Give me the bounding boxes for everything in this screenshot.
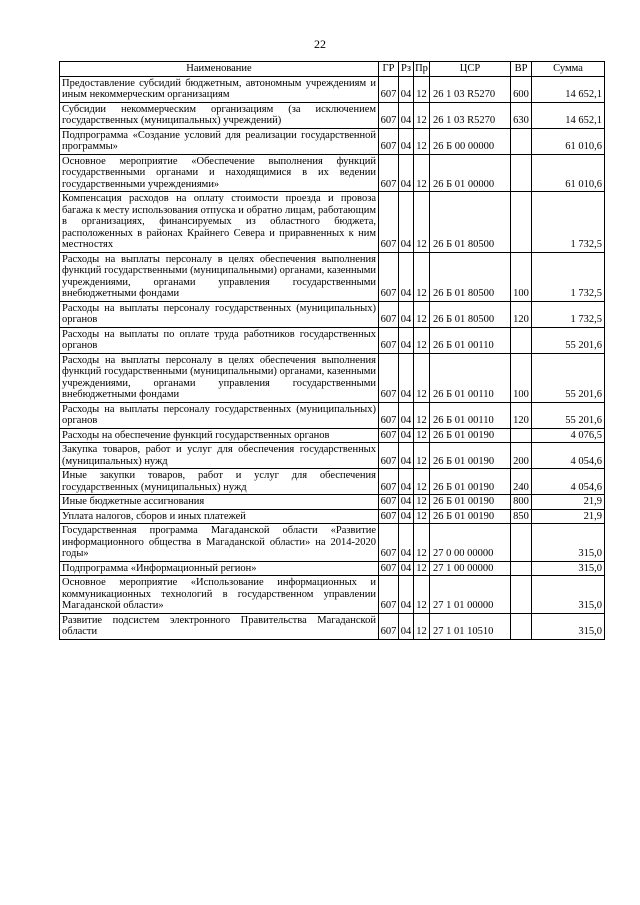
row-rz-cell: 04: [399, 192, 414, 253]
row-rz-cell: 04: [399, 102, 414, 128]
table-row: [60, 192, 605, 253]
row-sum-cell: 4 054,6: [532, 469, 605, 495]
row-name-cell: Субсидии некоммерческим организациям (за исключением государственных (муниципальных) учреждений): [60, 102, 379, 128]
row-vr-cell: 850: [511, 509, 532, 524]
row-gr-cell: 607: [379, 443, 399, 469]
row-rz-cell: 04: [399, 327, 414, 353]
row-name-cell: Государственная программа Магаданской области «Развитие информационного общества в Магаданской области» на 2014-2020 годы»: [60, 524, 379, 562]
table-row: [60, 154, 605, 192]
row-csr-cell: 26 Б 01 00190: [430, 509, 511, 524]
row-name-cell: Расходы на выплаты по оплате труда работников государственных органов: [60, 327, 379, 353]
header-vr: ВР: [511, 62, 532, 77]
row-name-cell: Подпрограмма «Информационный регион»: [60, 561, 379, 576]
row-vr-cell: [511, 561, 532, 576]
row-rz-cell: 04: [399, 353, 414, 402]
row-vr-cell: [511, 327, 532, 353]
row-rz-cell: 04: [399, 428, 414, 443]
row-rz-cell: 04: [399, 154, 414, 192]
row-gr-cell: 607: [379, 327, 399, 353]
header-sum: Сумма: [532, 62, 605, 77]
row-gr-cell: 607: [379, 402, 399, 428]
row-csr-cell: 26 Б 01 00110: [430, 327, 511, 353]
table-row: [60, 353, 605, 402]
row-vr-cell: [511, 576, 532, 614]
row-csr-cell: 26 Б 01 00190: [430, 469, 511, 495]
row-pr-cell: 12: [414, 428, 430, 443]
row-name-cell: Уплата налогов, сборов и иных платежей: [60, 509, 379, 524]
row-sum-cell: 1 732,5: [532, 301, 605, 327]
row-rz-cell: 04: [399, 576, 414, 614]
row-csr-cell: 27 1 01 00000: [430, 576, 511, 614]
table-row: [60, 509, 605, 524]
row-vr-cell: 240: [511, 469, 532, 495]
row-gr-cell: 607: [379, 495, 399, 510]
row-gr-cell: 607: [379, 301, 399, 327]
row-gr-cell: 607: [379, 469, 399, 495]
row-pr-cell: 12: [414, 252, 430, 301]
row-sum-cell: 315,0: [532, 561, 605, 576]
row-csr-cell: 26 Б 01 00110: [430, 353, 511, 402]
row-vr-cell: 600: [511, 76, 532, 102]
row-csr-cell: 26 Б 01 00110: [430, 402, 511, 428]
row-sum-cell: 55 201,6: [532, 353, 605, 402]
row-rz-cell: 04: [399, 469, 414, 495]
table-row: [60, 561, 605, 576]
row-gr-cell: 607: [379, 102, 399, 128]
page-number: 22: [314, 37, 326, 51]
row-rz-cell: 04: [399, 524, 414, 562]
row-pr-cell: 12: [414, 128, 430, 154]
row-gr-cell: 607: [379, 154, 399, 192]
row-csr-cell: 26 Б 00 00000: [430, 128, 511, 154]
row-pr-cell: 12: [414, 509, 430, 524]
row-name-cell: Иные бюджетные ассигнования: [60, 495, 379, 510]
row-sum-cell: 21,9: [532, 509, 605, 524]
row-pr-cell: 12: [414, 154, 430, 192]
row-vr-cell: [511, 613, 532, 639]
table-row: [60, 613, 605, 639]
row-vr-cell: 100: [511, 353, 532, 402]
row-sum-cell: 315,0: [532, 524, 605, 562]
header-rz: Рз: [399, 62, 414, 77]
row-name-cell: Развитие подсистем электронного Правительства Магаданской области: [60, 613, 379, 639]
row-gr-cell: 607: [379, 509, 399, 524]
row-pr-cell: 12: [414, 192, 430, 253]
row-vr-cell: [511, 128, 532, 154]
table-row: [60, 102, 605, 128]
row-gr-cell: 607: [379, 524, 399, 562]
table-row: [60, 428, 605, 443]
row-name-cell: Расходы на обеспечение функций государственных органов: [60, 428, 379, 443]
row-vr-cell: 630: [511, 102, 532, 128]
row-sum-cell: 21,9: [532, 495, 605, 510]
row-pr-cell: 12: [414, 524, 430, 562]
row-vr-cell: 100: [511, 252, 532, 301]
budget-table: [59, 61, 605, 640]
row-pr-cell: 12: [414, 561, 430, 576]
row-rz-cell: 04: [399, 252, 414, 301]
row-rz-cell: 04: [399, 76, 414, 102]
row-rz-cell: 04: [399, 613, 414, 639]
row-csr-cell: 26 Б 01 80500: [430, 192, 511, 253]
row-rz-cell: 04: [399, 402, 414, 428]
row-sum-cell: 1 732,5: [532, 252, 605, 301]
table-row: [60, 301, 605, 327]
table-header-row: [60, 62, 605, 77]
header-pr: Пр: [415, 63, 428, 74]
row-gr-cell: 607: [379, 353, 399, 402]
table-row: [60, 443, 605, 469]
row-name-cell: Компенсация расходов на оплату стоимости проезда и провоза багажа к месту использования отпуска и обратно лицам, работающим в организациях, финансируемых из областного бюджета, расположенных в районах Крайнего Севера и приравненных к ним местностях: [60, 192, 379, 253]
row-sum-cell: 61 010,6: [532, 154, 605, 192]
row-gr-cell: 607: [379, 576, 399, 614]
row-rz-cell: 04: [399, 561, 414, 576]
row-name-cell: Подпрограмма «Создание условий для реализации государственной программы»: [60, 128, 379, 154]
row-vr-cell: [511, 524, 532, 562]
row-rz-cell: 04: [399, 443, 414, 469]
row-name-cell: Предоставление субсидий бюджетным, автономным учреждениям и иным некоммерческим организациям: [60, 76, 379, 102]
row-pr-cell: 12: [414, 353, 430, 402]
row-pr-cell: 12: [414, 102, 430, 128]
row-pr-cell: 12: [414, 76, 430, 102]
row-sum-cell: 14 652,1: [532, 102, 605, 128]
row-sum-cell: 315,0: [532, 613, 605, 639]
table-row: [60, 76, 605, 102]
row-name-cell: Основное мероприятие «Использование информационных и коммуникационных технологий в государственном управлении Магаданской области»: [60, 576, 379, 614]
table-row: [60, 402, 605, 428]
header-csr: ЦСР: [430, 62, 511, 77]
row-vr-cell: [511, 428, 532, 443]
row-csr-cell: 27 1 00 00000: [430, 561, 511, 576]
table-row: [60, 524, 605, 562]
table-row: [60, 128, 605, 154]
header-gr: ГР: [379, 62, 399, 77]
row-sum-cell: 61 010,6: [532, 128, 605, 154]
table-row: [60, 252, 605, 301]
row-gr-cell: 607: [379, 613, 399, 639]
row-name-cell: Расходы на выплаты персоналу государственных (муниципальных) органов: [60, 301, 379, 327]
row-csr-cell: 27 0 00 00000: [430, 524, 511, 562]
header-name: Наименование: [60, 62, 379, 77]
row-name-cell: Расходы на выплаты персоналу государственных (муниципальных) органов: [60, 402, 379, 428]
row-sum-cell: 4 076,5: [532, 428, 605, 443]
row-rz-cell: 04: [399, 128, 414, 154]
row-gr-cell: 607: [379, 128, 399, 154]
row-gr-cell: 607: [379, 561, 399, 576]
row-vr-cell: 800: [511, 495, 532, 510]
row-csr-cell: 27 1 01 10510: [430, 613, 511, 639]
row-csr-cell: 26 Б 01 00190: [430, 495, 511, 510]
table-row: [60, 327, 605, 353]
row-csr-cell: 26 1 03 R5270: [430, 76, 511, 102]
row-rz-cell: 04: [399, 495, 414, 510]
row-gr-cell: 607: [379, 192, 399, 253]
row-csr-cell: 26 Б 01 80500: [430, 301, 511, 327]
row-name-cell: Иные закупки товаров, работ и услуг для обеспечения государственных (муниципальных) нужд: [60, 469, 379, 495]
row-sum-cell: 1 732,5: [532, 192, 605, 253]
row-pr-cell: 12: [414, 495, 430, 510]
row-vr-cell: 200: [511, 443, 532, 469]
row-csr-cell: 26 1 03 R5270: [430, 102, 511, 128]
row-pr-cell: 12: [414, 327, 430, 353]
row-sum-cell: 14 652,1: [532, 76, 605, 102]
row-pr-cell: 12: [414, 576, 430, 614]
row-csr-cell: 26 Б 01 00000: [430, 154, 511, 192]
row-pr-cell: 12: [414, 469, 430, 495]
row-sum-cell: 55 201,6: [532, 402, 605, 428]
row-vr-cell: [511, 154, 532, 192]
row-vr-cell: 120: [511, 402, 532, 428]
row-gr-cell: 607: [379, 76, 399, 102]
table-row: [60, 495, 605, 510]
row-sum-cell: 315,0: [532, 576, 605, 614]
row-rz-cell: 04: [399, 509, 414, 524]
row-pr-cell: 12: [414, 613, 430, 639]
table-row: [60, 469, 605, 495]
row-csr-cell: 26 Б 01 00190: [430, 428, 511, 443]
row-pr-cell: 12: [414, 402, 430, 428]
row-pr-cell: 12: [414, 443, 430, 469]
row-sum-cell: 55 201,6: [532, 327, 605, 353]
row-pr-cell: 12: [414, 301, 430, 327]
row-csr-cell: 26 Б 01 00190: [430, 443, 511, 469]
row-rz-cell: 04: [399, 301, 414, 327]
row-sum-cell: 4 054,6: [532, 443, 605, 469]
row-vr-cell: 120: [511, 301, 532, 327]
row-csr-cell: 26 Б 01 80500: [430, 252, 511, 301]
table-row: [60, 576, 605, 614]
row-name-cell: Расходы на выплаты персоналу в целях обеспечения выполнения функций государственными (муниципальными) органами, казенными учреждениями, органами управления государственными внебюджетными фондами: [60, 252, 379, 301]
row-gr-cell: 607: [379, 428, 399, 443]
row-vr-cell: [511, 192, 532, 253]
row-name-cell: Расходы на выплаты персоналу в целях обеспечения выполнения функций государственными (муниципальными) органами, казенными учреждениями, органами управления государственными внебюджетными фондами: [60, 353, 379, 402]
row-name-cell: Закупка товаров, работ и услуг для обеспечения государственных (муниципальных) нужд: [60, 443, 379, 469]
row-gr-cell: 607: [379, 252, 399, 301]
row-name-cell: Основное мероприятие «Обеспечение выполнения функций государственными органами и находящимися в их ведении государственными учреждениями»: [60, 154, 379, 192]
